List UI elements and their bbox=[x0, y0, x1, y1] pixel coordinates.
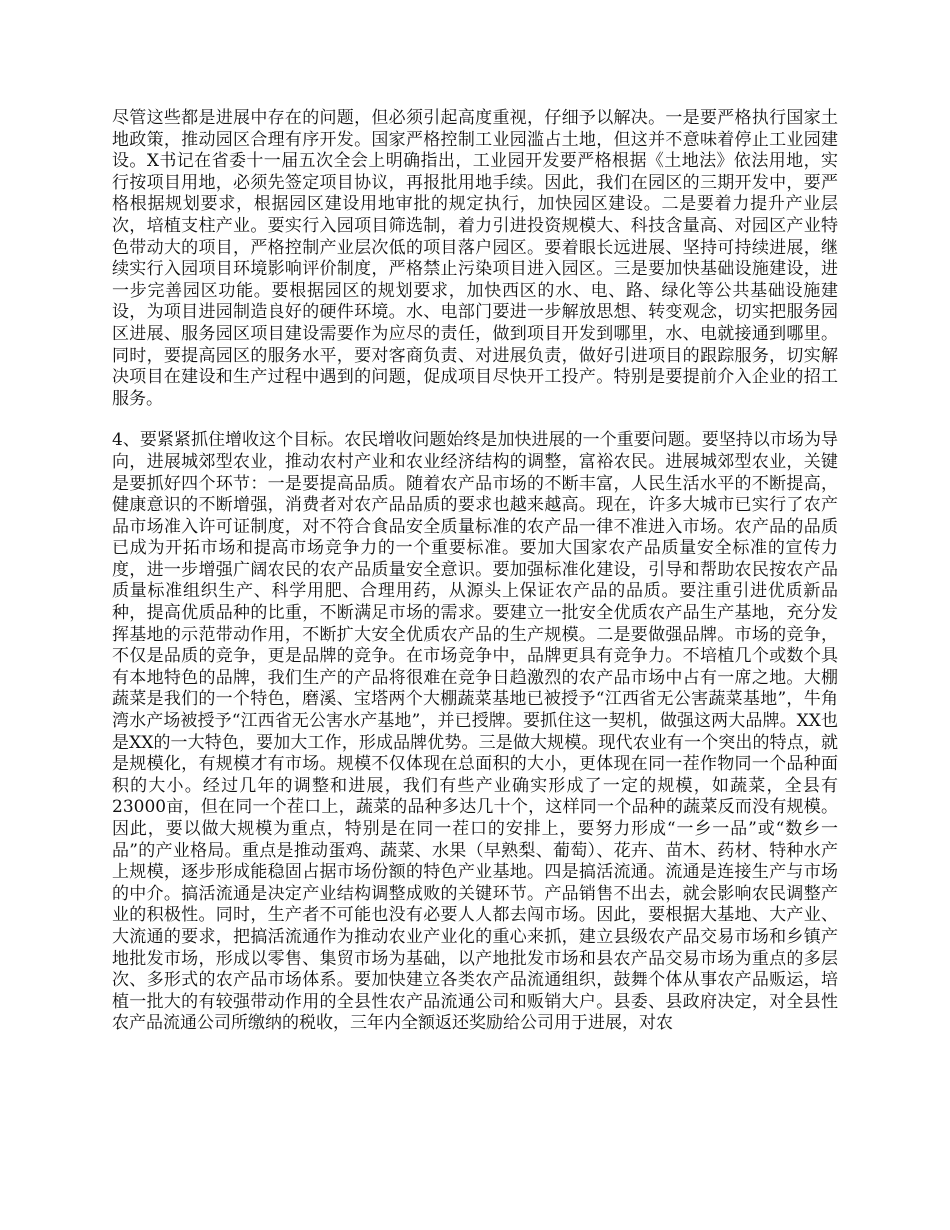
paragraph-industrial-park: 尽管这些都是进展中存在的问题，但必须引起高度重视，仔细予以解决。一是要严格执行国家土地政策，推动园区合理有序开发。国家严格控制工业园滥占土地，但这并不意味着停止工业园建设。X书记在省委十一届五次全会上明确指出，工业园开发要严格根据《土地法》依法用地，实行按项目用地，必须先签定项目协议，再报批用地手续。因此，我们在园区的三期开发中，要严格根据规划要求，根据园区建设用地审批的规定执行，加快园区建设。二是要着力提升产业层次，培植支柱产业。要实行入园项目筛选制，着力引进投资规模大、科技含量高、对园区产业特色带动大的项目，严格控制产业层次低的项目落户园区。要着眼长远进展、坚持可持续进展，继续实行入园项目环境影响评价制度，严格禁止污染项目进入园区。三是要加快基础设施建设，进一步完善园区功能。要根据园区的规划要求，加快西区的水、电、路、绿化等公共基础设施建设，为项目进园制造良好的硬件环境。水、电部门要进一步解放思想、转变观念，切实把服务园区进展、服务园区项目建设需要作为应尽的责任，做到项目开发到哪里，水、电就接通到哪里。同时，要提高园区的服务水平，要对客商负责、对进展负责，做好引进项目的跟踪服务，切实解决项目在建设和生产过程中遇到的问题，促成项目尽快开工投产。特别是要提前介入企业的招工服务。 bbox=[112, 108, 838, 409]
document-body bbox=[112, 108, 838, 1035]
paragraph-farmer-income: 4、要紧紧抓住增收这个目标。农民增收问题始终是加快进展的一个重要问题。要坚持以市场为导向，进展城郊型农业，推动农村产业和农业经济结构的调整，富裕农民。进展城郊型农业，关键是要抓好四个环节：一是要提高品质。随着农产品市场的不断丰富，人民生活水平的不断提高，健康意识的不断增强，消费者对农产品品质的要求也越来越高。现在，许多大城市已实行了农产品市场准入许可证制度，对不符合食品安全质量标准的农产品一律不准进入市场。农产品的品质已成为开拓市场和提高市场竞争力的一个重要标准。要加大国家农产品质量安全标准的宣传力度，进一步增强广阔农民的农产品质量安全意识。要加强标准化建设，引导和帮助农民按农产品质量标准组织生产、科学用肥、合理用药，从源头上保证农产品的品质。要注重引进优质新品种，提高优质品种的比重，不断满足市场的需求。要建立一批安全优质农产品生产基地，充分发挥基地的示范带动作用，不断扩大安全优质农产品的生产规模。二是要做强品牌。市场的竞争，不仅是品质的竞争，更是品牌的竞争。在市场竞争中，品牌更具有竞争力。不培植几个或数个具有本地特色的品牌，我们生产的产品将很难在竞争日趋激烈的农产品市场中占有一席之地。大棚蔬菜是我们的一个特色，磨溪、宝塔两个大棚蔬菜基地已被授予“江西省无公害蔬菜基地”，牛角湾水产场被授予“江西省无公害水产基地”，并已授牌。要抓住这一契机，做强这两大品牌。XX也是XX的一大特色，要加大工作，形成品牌优势。三是做大规模。现代农业有一个突出的特点，就是规模化，有规模才有市场。规模不仅体现在总面积的大小，更体现在同一茬作物同一个品种面积的大小。经过几年的调整和进展，我们有些产业确实形成了一定的规模，如蔬菜，全县有23000亩，但在同一个茬口上，蔬菜的品种多达几十个，这样同一个品种的蔬菜反而没有规模。因此，要以做大规模为重点，特别是在同一茬口的安排上，要努力形成“一乡一品”或“数乡一品”的产业格局。重点是推动蛋鸡、蔬菜、水果（早熟梨、葡萄）、花卉、苗木、药材、特种水产上规模，逐步形成能稳固占据市场份额的特色产业基地。四是搞活流通。流通是连接生产与市场的中介。搞活流通是决定产业结构调整成败的关键环节。产品销售不出去，就会影响农民调整产业的积极性。同时，生产者不可能也没有必要人人都去闯市场。因此，要根据大基地、大产业、大流通的要求，把搞活流通作为推动农业产业化的重心来抓，建立县级农产品交易市场和乡镇产地批发市场，形成以零售、集贸市场为基础，以产地批发市场和县农产品交易市场为重点的多层次、多形式的农产品市场体系。要加快建立各类农产品流通组织，鼓舞个体从事农产品贩运，培植一批大的有较强带动作用的全县性农产品流通公司和贩销大户。县委、县政府决定，对全县性农产品流通公司所缴纳的税收，三年内全额返还奖励给公司用于进展，对农 bbox=[112, 430, 838, 1034]
